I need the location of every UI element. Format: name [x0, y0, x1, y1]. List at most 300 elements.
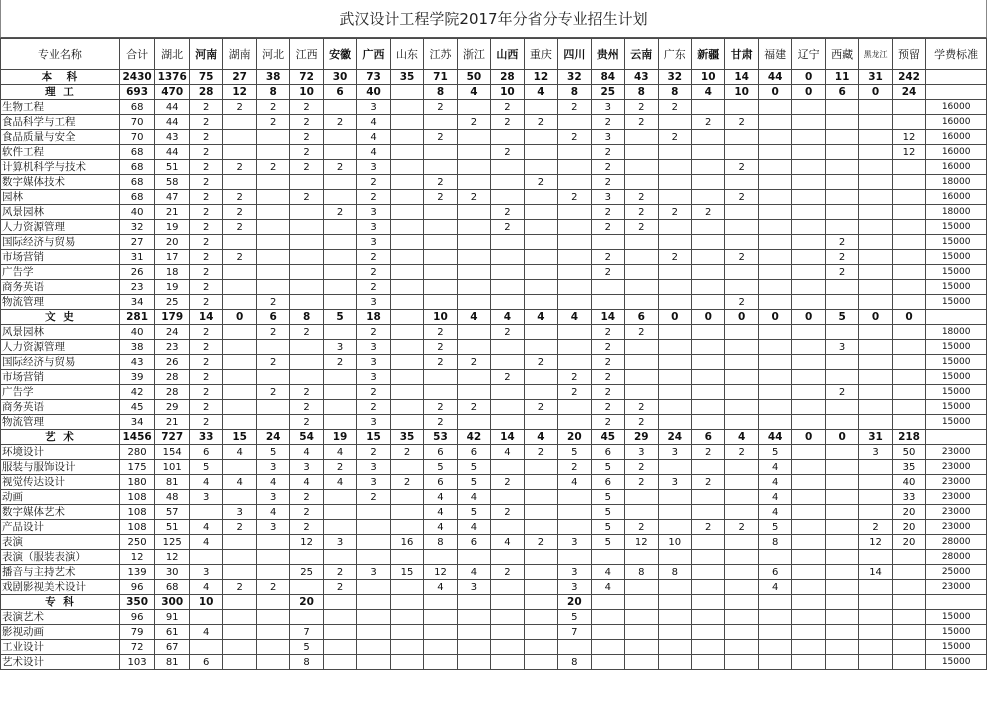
row-name: 专 科: [1, 595, 120, 610]
value-cell: 2: [189, 100, 222, 115]
value-cell: 2: [591, 415, 624, 430]
table-row: [1, 445, 987, 460]
value-cell: [558, 235, 591, 250]
value-cell: [825, 565, 858, 580]
value-cell: 2: [189, 325, 222, 340]
value-cell: [792, 445, 825, 460]
value-cell: [390, 220, 423, 235]
row-name: 物流管理: [1, 295, 120, 310]
value-cell: [390, 550, 423, 565]
value-cell: [457, 235, 490, 250]
value-cell: 2: [256, 355, 289, 370]
value-cell: 2: [457, 400, 490, 415]
value-cell: [457, 340, 490, 355]
fee-cell: 15000: [926, 610, 987, 625]
value-cell: 44: [758, 430, 791, 445]
value-cell: [625, 295, 658, 310]
fee-cell: [926, 430, 987, 445]
value-cell: [892, 400, 925, 415]
value-cell: [658, 655, 691, 670]
value-cell: [892, 265, 925, 280]
value-cell: [390, 460, 423, 475]
value-cell: 2: [223, 250, 256, 265]
value-cell: 4: [524, 85, 557, 100]
value-cell: 73: [357, 70, 390, 85]
value-cell: [658, 580, 691, 595]
table-row: [1, 370, 987, 385]
row-name: 工业设计: [1, 640, 120, 655]
value-cell: [558, 280, 591, 295]
header-cell: 江苏: [424, 39, 457, 70]
value-cell: [223, 370, 256, 385]
value-cell: 10: [691, 70, 724, 85]
value-cell: [825, 145, 858, 160]
value-cell: 2: [625, 325, 658, 340]
value-cell: [758, 280, 791, 295]
value-cell: [825, 220, 858, 235]
value-cell: 2: [491, 145, 524, 160]
value-cell: [691, 625, 724, 640]
value-cell: [691, 340, 724, 355]
value-cell: [691, 490, 724, 505]
value-cell: [457, 160, 490, 175]
value-cell: [558, 145, 591, 160]
value-cell: 0: [792, 310, 825, 325]
table-row: [1, 415, 987, 430]
value-cell: 6: [758, 565, 791, 580]
value-cell: 2: [591, 370, 624, 385]
value-cell: [457, 625, 490, 640]
fee-cell: 15000: [926, 625, 987, 640]
value-cell: 2: [189, 160, 222, 175]
value-cell: 5: [558, 445, 591, 460]
value-cell: [390, 520, 423, 535]
value-cell: 40: [119, 325, 155, 340]
value-cell: [290, 340, 323, 355]
value-cell: [390, 160, 423, 175]
value-cell: 68: [155, 580, 190, 595]
value-cell: 33: [892, 490, 925, 505]
value-cell: 5: [591, 520, 624, 535]
value-cell: 3: [323, 535, 356, 550]
value-cell: 34: [119, 295, 155, 310]
value-cell: 2: [223, 220, 256, 235]
value-cell: 2: [189, 220, 222, 235]
table-row: [1, 190, 987, 205]
header-cell: 预留: [892, 39, 925, 70]
value-cell: [491, 175, 524, 190]
value-cell: [558, 505, 591, 520]
value-cell: [223, 550, 256, 565]
value-cell: [390, 595, 423, 610]
value-cell: [457, 610, 490, 625]
value-cell: [859, 250, 892, 265]
value-cell: 35: [390, 70, 423, 85]
value-cell: [256, 610, 289, 625]
fee-cell: 23000: [926, 445, 987, 460]
value-cell: 2: [725, 160, 758, 175]
value-cell: [792, 280, 825, 295]
value-cell: [524, 235, 557, 250]
value-cell: 0: [792, 70, 825, 85]
value-cell: [457, 175, 490, 190]
value-cell: [658, 625, 691, 640]
value-cell: [758, 130, 791, 145]
value-cell: [825, 640, 858, 655]
value-cell: [825, 610, 858, 625]
value-cell: 25: [290, 565, 323, 580]
value-cell: [390, 295, 423, 310]
value-cell: 3: [591, 100, 624, 115]
value-cell: 43: [119, 355, 155, 370]
header-cell: 江西: [290, 39, 323, 70]
value-cell: [390, 280, 423, 295]
value-cell: [491, 595, 524, 610]
value-cell: 29: [625, 430, 658, 445]
value-cell: [524, 100, 557, 115]
value-cell: 25: [155, 295, 190, 310]
value-cell: 18: [357, 310, 390, 325]
fee-cell: 23000: [926, 580, 987, 595]
value-cell: 2: [691, 475, 724, 490]
value-cell: [691, 100, 724, 115]
value-cell: 470: [155, 85, 190, 100]
value-cell: 4: [457, 310, 490, 325]
value-cell: 350: [119, 595, 155, 610]
value-cell: [658, 325, 691, 340]
header-cell: 黑龙江: [859, 39, 892, 70]
row-name: 市场营销: [1, 250, 120, 265]
value-cell: 2: [491, 100, 524, 115]
value-cell: 96: [119, 610, 155, 625]
value-cell: 43: [625, 70, 658, 85]
value-cell: [290, 265, 323, 280]
value-cell: [792, 205, 825, 220]
value-cell: 3: [558, 535, 591, 550]
value-cell: [256, 400, 289, 415]
value-cell: [758, 595, 791, 610]
row-name: 动画: [1, 490, 120, 505]
value-cell: [558, 205, 591, 220]
value-cell: [792, 265, 825, 280]
value-cell: [859, 610, 892, 625]
value-cell: 2: [591, 265, 624, 280]
row-name: 播音与主持艺术: [1, 565, 120, 580]
value-cell: 2: [691, 115, 724, 130]
value-cell: [357, 535, 390, 550]
value-cell: [859, 325, 892, 340]
value-cell: [658, 415, 691, 430]
value-cell: [558, 250, 591, 265]
value-cell: 4: [424, 505, 457, 520]
value-cell: [290, 280, 323, 295]
value-cell: [524, 280, 557, 295]
value-cell: [625, 580, 658, 595]
header-name: 专业名称: [1, 39, 120, 70]
value-cell: [758, 625, 791, 640]
header-cell: 湖南: [223, 39, 256, 70]
value-cell: [825, 280, 858, 295]
value-cell: 4: [357, 130, 390, 145]
value-cell: 12: [625, 535, 658, 550]
value-cell: [892, 100, 925, 115]
value-cell: 2: [658, 130, 691, 145]
row-name: 艺术设计: [1, 655, 120, 670]
value-cell: 2: [591, 250, 624, 265]
value-cell: [323, 265, 356, 280]
value-cell: [223, 625, 256, 640]
value-cell: [792, 400, 825, 415]
value-cell: 2: [189, 130, 222, 145]
value-cell: [323, 295, 356, 310]
value-cell: [424, 640, 457, 655]
value-cell: [591, 655, 624, 670]
value-cell: 28: [155, 370, 190, 385]
value-cell: [491, 550, 524, 565]
table-row: [1, 130, 987, 145]
value-cell: 2: [290, 190, 323, 205]
value-cell: [591, 280, 624, 295]
value-cell: [290, 175, 323, 190]
value-cell: [491, 520, 524, 535]
value-cell: 154: [155, 445, 190, 460]
value-cell: 2: [290, 160, 323, 175]
value-cell: 5: [457, 460, 490, 475]
value-cell: 3: [859, 445, 892, 460]
value-cell: [524, 370, 557, 385]
value-cell: [825, 460, 858, 475]
value-cell: [725, 340, 758, 355]
value-cell: 2: [424, 400, 457, 415]
value-cell: [457, 130, 490, 145]
row-name: 风景园林: [1, 205, 120, 220]
value-cell: [892, 355, 925, 370]
value-cell: [424, 220, 457, 235]
value-cell: [892, 340, 925, 355]
fee-cell: 23000: [926, 490, 987, 505]
header-cell: 河南: [189, 39, 222, 70]
value-cell: 20: [558, 430, 591, 445]
value-cell: 53: [424, 430, 457, 445]
value-cell: [691, 160, 724, 175]
fee-cell: 15000: [926, 295, 987, 310]
value-cell: [558, 640, 591, 655]
value-cell: [223, 325, 256, 340]
value-cell: 19: [155, 220, 190, 235]
value-cell: [223, 145, 256, 160]
value-cell: [491, 655, 524, 670]
value-cell: [658, 160, 691, 175]
value-cell: 0: [223, 310, 256, 325]
value-cell: [223, 355, 256, 370]
value-cell: 2: [256, 115, 289, 130]
fee-cell: 18000: [926, 175, 987, 190]
value-cell: 2: [591, 385, 624, 400]
header-cell: 山西: [491, 39, 524, 70]
value-cell: [390, 310, 423, 325]
value-cell: [390, 640, 423, 655]
value-cell: 32: [658, 70, 691, 85]
value-cell: 2: [491, 220, 524, 235]
value-cell: [323, 610, 356, 625]
value-cell: 0: [758, 310, 791, 325]
value-cell: 139: [119, 565, 155, 580]
value-cell: 4: [491, 310, 524, 325]
header-cell: 新疆: [691, 39, 724, 70]
row-name: 影视动画: [1, 625, 120, 640]
value-cell: [524, 475, 557, 490]
value-cell: 15: [223, 430, 256, 445]
value-cell: 2: [591, 325, 624, 340]
value-cell: [725, 610, 758, 625]
value-cell: 4: [290, 475, 323, 490]
row-name: 食品质量与安全: [1, 130, 120, 145]
value-cell: 8: [625, 85, 658, 100]
row-name: 物流管理: [1, 415, 120, 430]
header-cell: 湖北: [155, 39, 190, 70]
value-cell: [691, 250, 724, 265]
value-cell: 2: [323, 160, 356, 175]
value-cell: 180: [119, 475, 155, 490]
value-cell: [892, 655, 925, 670]
value-cell: [691, 655, 724, 670]
value-cell: [625, 250, 658, 265]
value-cell: [658, 550, 691, 565]
row-name: 广告学: [1, 265, 120, 280]
value-cell: [892, 550, 925, 565]
table-row: [1, 295, 987, 310]
value-cell: [524, 565, 557, 580]
value-cell: 4: [290, 445, 323, 460]
value-cell: [758, 400, 791, 415]
value-cell: 3: [256, 460, 289, 475]
row-name: 环境设计: [1, 445, 120, 460]
value-cell: [691, 535, 724, 550]
value-cell: [859, 115, 892, 130]
value-cell: [357, 580, 390, 595]
value-cell: [859, 370, 892, 385]
summary-row: [1, 70, 987, 85]
value-cell: [323, 550, 356, 565]
value-cell: [725, 580, 758, 595]
value-cell: 2: [424, 130, 457, 145]
row-name: 视觉传达设计: [1, 475, 120, 490]
value-cell: [457, 295, 490, 310]
value-cell: [792, 145, 825, 160]
value-cell: 2: [357, 400, 390, 415]
value-cell: [625, 640, 658, 655]
header-cell: 重庆: [524, 39, 557, 70]
value-cell: [758, 190, 791, 205]
value-cell: [290, 295, 323, 310]
value-cell: [256, 175, 289, 190]
value-cell: 48: [155, 490, 190, 505]
value-cell: 2: [256, 160, 289, 175]
value-cell: 8: [424, 85, 457, 100]
value-cell: [825, 115, 858, 130]
value-cell: 12: [223, 85, 256, 100]
value-cell: [424, 655, 457, 670]
value-cell: [825, 130, 858, 145]
value-cell: [390, 265, 423, 280]
value-cell: [892, 325, 925, 340]
value-cell: [691, 130, 724, 145]
fee-cell: 28000: [926, 550, 987, 565]
value-cell: [725, 325, 758, 340]
value-cell: 108: [119, 520, 155, 535]
value-cell: [892, 295, 925, 310]
value-cell: [792, 640, 825, 655]
value-cell: [758, 220, 791, 235]
value-cell: 2: [290, 385, 323, 400]
value-cell: 2: [591, 400, 624, 415]
value-cell: 38: [256, 70, 289, 85]
value-cell: 2: [323, 565, 356, 580]
value-cell: 5: [758, 445, 791, 460]
value-cell: [323, 250, 356, 265]
value-cell: 5: [591, 460, 624, 475]
value-cell: 2: [189, 250, 222, 265]
value-cell: [892, 625, 925, 640]
value-cell: [691, 550, 724, 565]
value-cell: [792, 565, 825, 580]
value-cell: [892, 280, 925, 295]
value-cell: 5: [457, 505, 490, 520]
value-cell: [725, 460, 758, 475]
value-cell: 2: [491, 115, 524, 130]
value-cell: [859, 355, 892, 370]
row-name: 园林: [1, 190, 120, 205]
value-cell: [524, 580, 557, 595]
value-cell: [390, 205, 423, 220]
value-cell: 2: [189, 280, 222, 295]
value-cell: 5: [323, 310, 356, 325]
value-cell: [357, 505, 390, 520]
value-cell: 3: [290, 460, 323, 475]
value-cell: [390, 370, 423, 385]
value-cell: 8: [290, 655, 323, 670]
fee-cell: [926, 85, 987, 100]
value-cell: 2: [825, 250, 858, 265]
fee-cell: 15000: [926, 340, 987, 355]
value-cell: 2: [725, 295, 758, 310]
value-cell: 2: [357, 250, 390, 265]
value-cell: [323, 385, 356, 400]
value-cell: 4: [323, 475, 356, 490]
value-cell: 218: [892, 430, 925, 445]
fee-cell: 25000: [926, 565, 987, 580]
value-cell: [457, 145, 490, 160]
value-cell: [859, 205, 892, 220]
value-cell: [256, 235, 289, 250]
value-cell: 2: [625, 205, 658, 220]
value-cell: 300: [155, 595, 190, 610]
value-cell: 2: [457, 115, 490, 130]
value-cell: 57: [155, 505, 190, 520]
value-cell: [323, 280, 356, 295]
value-cell: [189, 640, 222, 655]
value-cell: 2: [591, 220, 624, 235]
value-cell: 1456: [119, 430, 155, 445]
value-cell: 2: [558, 460, 591, 475]
row-name: 人力资源管理: [1, 220, 120, 235]
value-cell: [792, 580, 825, 595]
value-cell: [457, 205, 490, 220]
value-cell: [691, 610, 724, 625]
value-cell: [725, 385, 758, 400]
value-cell: 2: [591, 340, 624, 355]
fee-cell: 16000: [926, 190, 987, 205]
